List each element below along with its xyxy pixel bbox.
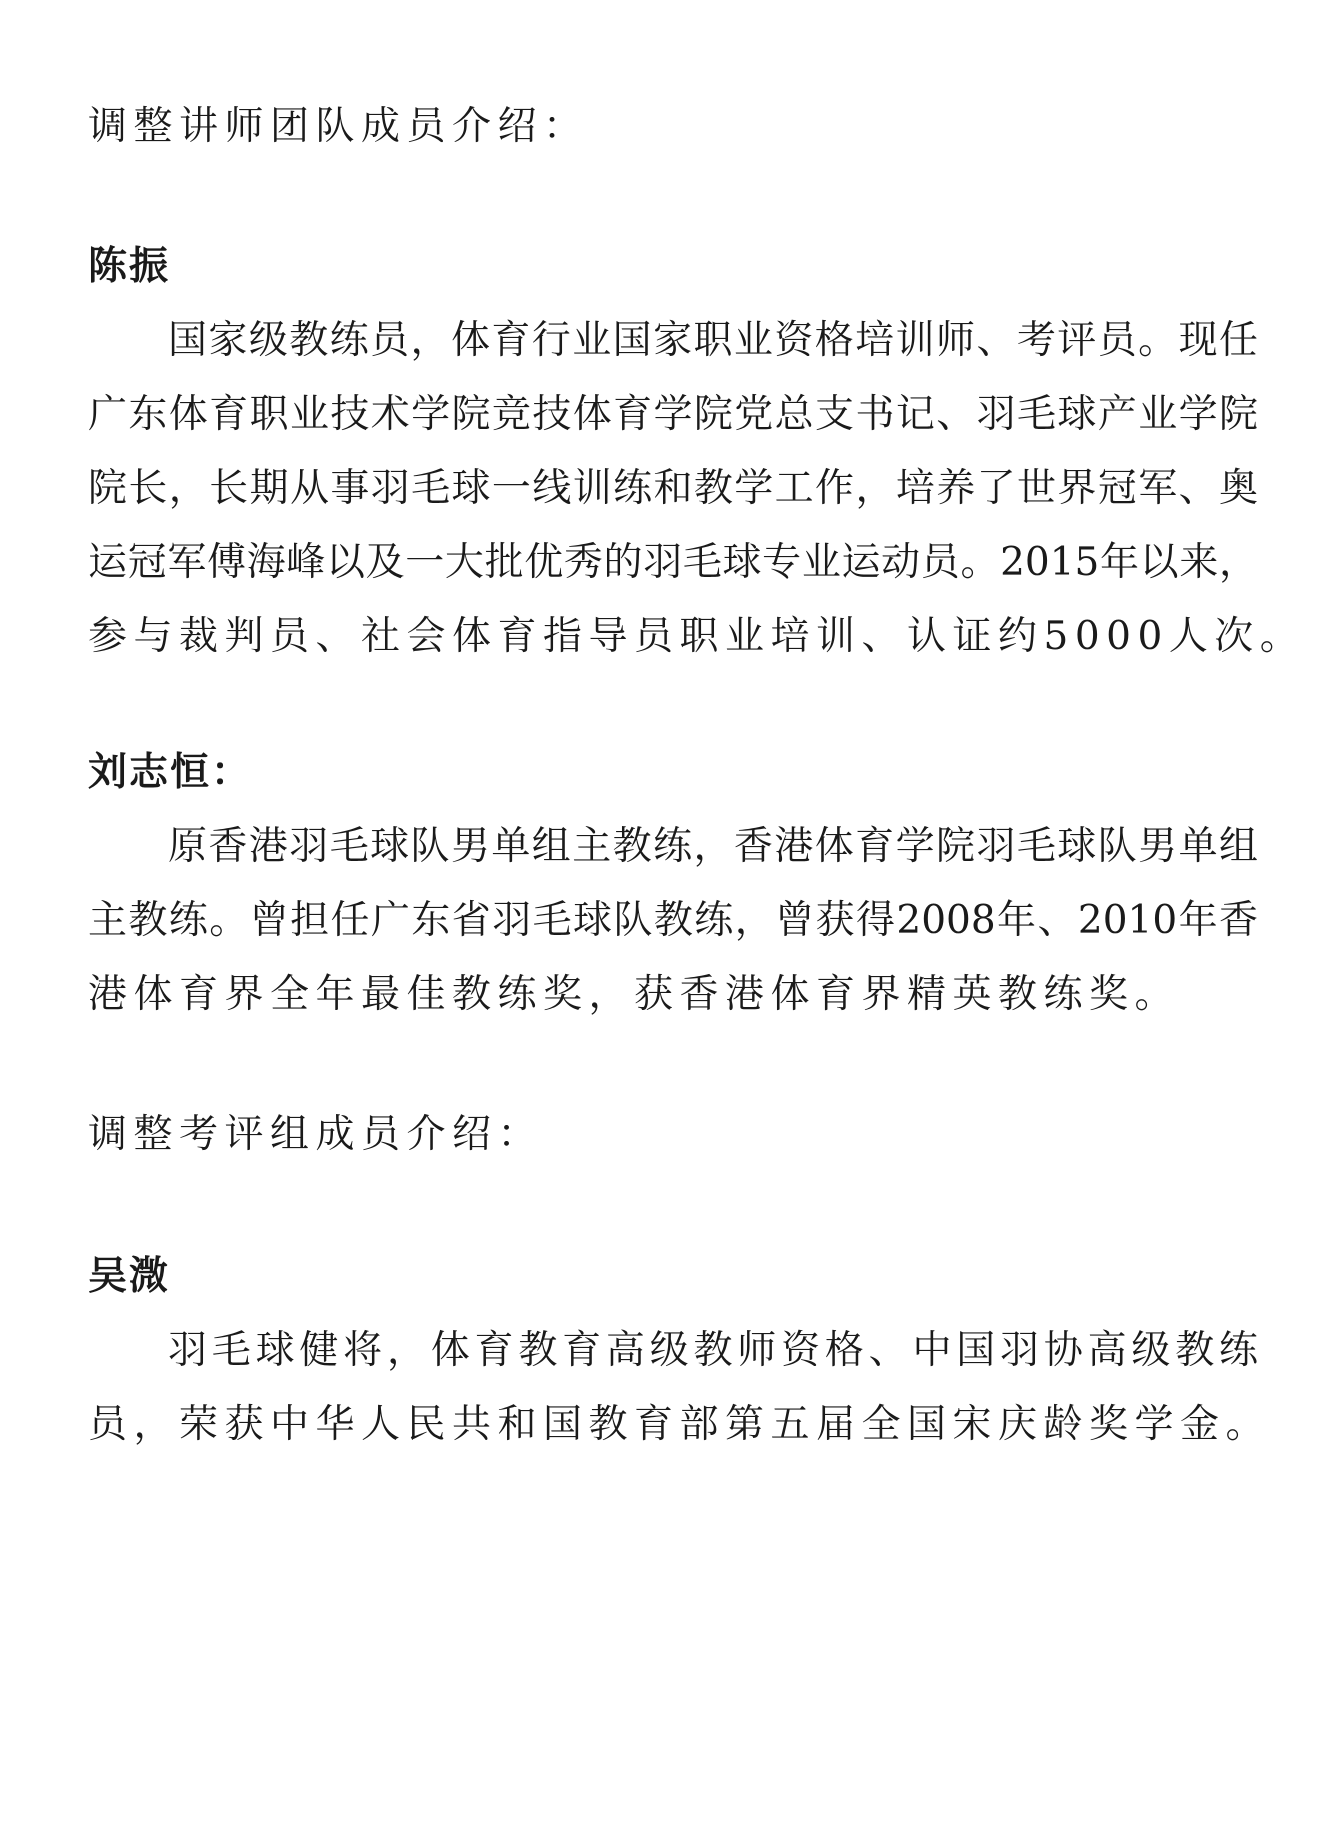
bio-line: 参与裁判员、社会体育指导员职业培训、认证约5000人次。 <box>88 614 1306 659</box>
bio-line: 主教练。曾担任广东省羽毛球队教练，曾获得2008年、2010年香 <box>88 898 1258 943</box>
section-heading-instructors: 调整讲师团队成员介绍： <box>88 104 589 149</box>
member-name-chen-zhen: 陈振 <box>88 244 171 289</box>
bio-line: 运冠军傅海峰以及一大批优秀的羽毛球专业运动员。2015年以来， <box>88 540 1258 585</box>
bio-line: 国家级教练员，体育行业国家职业资格培训师、考评员。现任 <box>168 318 1258 363</box>
bio-line: 羽毛球健将，体育教育高级教师资格、中国羽协高级教练 <box>168 1328 1258 1373</box>
member-name-wu-wei: 吴溦 <box>88 1254 171 1299</box>
bio-line: 原香港羽毛球队男单组主教练，香港体育学院羽毛球队男单组 <box>168 824 1258 869</box>
bio-line: 员，荣获中华人民共和国教育部第五届全国宋庆龄奖学金。 <box>88 1402 1272 1447</box>
section-heading-assessors: 调整考评组成员介绍： <box>88 1112 544 1157</box>
bio-line: 广东体育职业技术学院竞技体育学院党总支书记、羽毛球产业学院 <box>88 392 1258 437</box>
bio-line: 港体育界全年最佳教练奖，获香港体育界精英教练奖。 <box>88 972 1181 1017</box>
member-name-liu-zhiheng: 刘志恒： <box>88 750 253 795</box>
bio-line: 院长，长期从事羽毛球一线训练和教学工作，培养了世界冠军、奥 <box>88 466 1258 511</box>
